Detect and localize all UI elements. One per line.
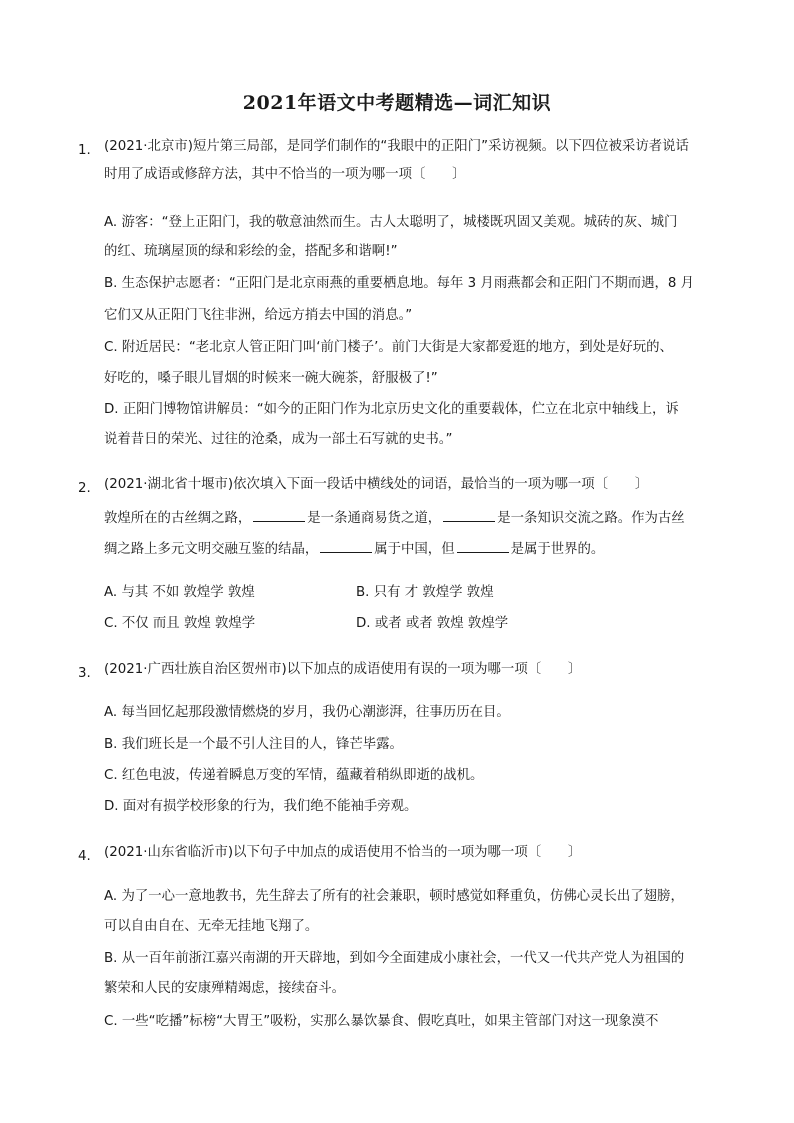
option-line: D. 正阳门博物馆讲解员：“如今的正阳门作为北京历史文化的重要载体，伫立在北京中轴线上，诉 (104, 402, 679, 417)
question-stem-line: (2021·湖北省十堰市)依次填入下面一段话中横线处的词语，最恰当的一项为哪一项〔 〕 (104, 477, 649, 492)
question-number: 2. (78, 481, 91, 496)
question-stem-line: 时用了成语或修辞方法，其中不恰当的一项为哪一项〔 〕 (104, 167, 466, 182)
option-line: C. 红色电波，传递着瞬息万变的军情，蕴藏着稍纵即逝的战机。 (104, 768, 484, 783)
question-stem-line: (2021·广西壮族自治区贺州市)以下加点的成语使用有误的一项为哪一项〔 〕 (104, 662, 582, 677)
question-stem-line: (2021·北京市)短片第三局部，是同学们制作的“我眼中的正阳门”采访视频。以下四位被采访者说话 (104, 139, 689, 154)
option-line: A. 为了一心一意地教书，先生辞去了所有的社会兼职，顿时感觉如释重负，仿佛心灵长出了翅膀， (104, 889, 684, 904)
question-number: 3. (78, 666, 91, 681)
option-line: D. 面对有损学校形象的行为，我们绝不能袖手旁观。 (104, 799, 418, 814)
option-line: A. 每当回忆起那段激情燃烧的岁月，我仍心潮澎湃，往事历历在目。 (104, 705, 510, 720)
option-line: C. 一些“吃播”标榜“大胃王”吸粉，实那么暴饮暴食、假吃真吐，如果主管部门对这一现象漠不 (104, 1014, 659, 1029)
question-number: 4. (78, 849, 91, 864)
option-line: B. 从一百年前浙江嘉兴南湖的开天辟地，到如今全面建成小康社会，一代又一代共产党人为祖国的 (104, 951, 685, 966)
option-line: 好吃的，嗓子眼儿冒烟的时候来一碗大碗茶，舒服极了!” (104, 371, 438, 386)
passage-line (104, 508, 685, 528)
option-line: B. 我们班长是一个最不引人注目的人，锋芒毕露。 (104, 737, 403, 752)
option-line: 的红、琉璃屋顶的绿和彩绘的金，搭配多和谐啊!” (104, 244, 398, 259)
option-line: 它们又从正阳门飞往非洲，给远方捎去中国的消息。” (104, 308, 413, 323)
option-line: C. 附近居民：“老北京人管正阳门叫‘前门楼子’。前门大街是大家都爱逛的地方，到处是好玩的、 (104, 340, 673, 355)
fill-blank (253, 508, 305, 522)
option-line: 说着昔日的荣光、过往的沧桑，成为一部土石写就的史书。” (104, 432, 453, 447)
option-d: D. 或者 或者 敦煌 敦煌学 (356, 616, 509, 631)
passage-text: 敦煌所在的古丝绸之路， (104, 511, 252, 526)
option-line: B. 生态保护志愿者：“正阳门是北京雨燕的重要栖息地。每年 3 月雨燕都会和正阳门不期而遇，8 月 (104, 276, 695, 291)
option-c: C. 不仅 而且 敦煌 敦煌学 (104, 616, 256, 631)
option-line: 可以自由自在、无牵无挂地飞翔了。 (104, 919, 319, 934)
passage-text: 是一条知识交流之路。作为古丝 (497, 511, 685, 526)
option-b: B. 只有 才 敦煌学 敦煌 (356, 585, 494, 600)
page-title: 2021年语文中考题精选—词汇知识 (242, 92, 552, 114)
passage-line (104, 539, 604, 559)
passage-text: 绸之路上多元文明交融互鉴的结晶， (104, 542, 319, 557)
option-line: 繁荣和人民的安康殚精竭虑，接续奋斗。 (104, 981, 346, 996)
fill-blank (443, 508, 495, 522)
question-number: 1. (78, 143, 91, 158)
option-line: A. 游客：“登上正阳门，我的敬意油然而生。古人太聪明了，城楼既巩固又美观。城砖的灰、城门 (104, 215, 678, 230)
passage-text: 是属于世界的。 (510, 542, 605, 557)
fill-blank (457, 539, 509, 553)
question-stem-line: (2021·山东省临沂市)以下句子中加点的成语使用不恰当的一项为哪一项〔 〕 (104, 845, 582, 860)
passage-text: 属于中国，但 (374, 542, 455, 557)
fill-blank (320, 539, 372, 553)
passage-text: 是一条通商易货之道， (307, 511, 442, 526)
option-a: A. 与其 不如 敦煌学 敦煌 (104, 585, 255, 600)
